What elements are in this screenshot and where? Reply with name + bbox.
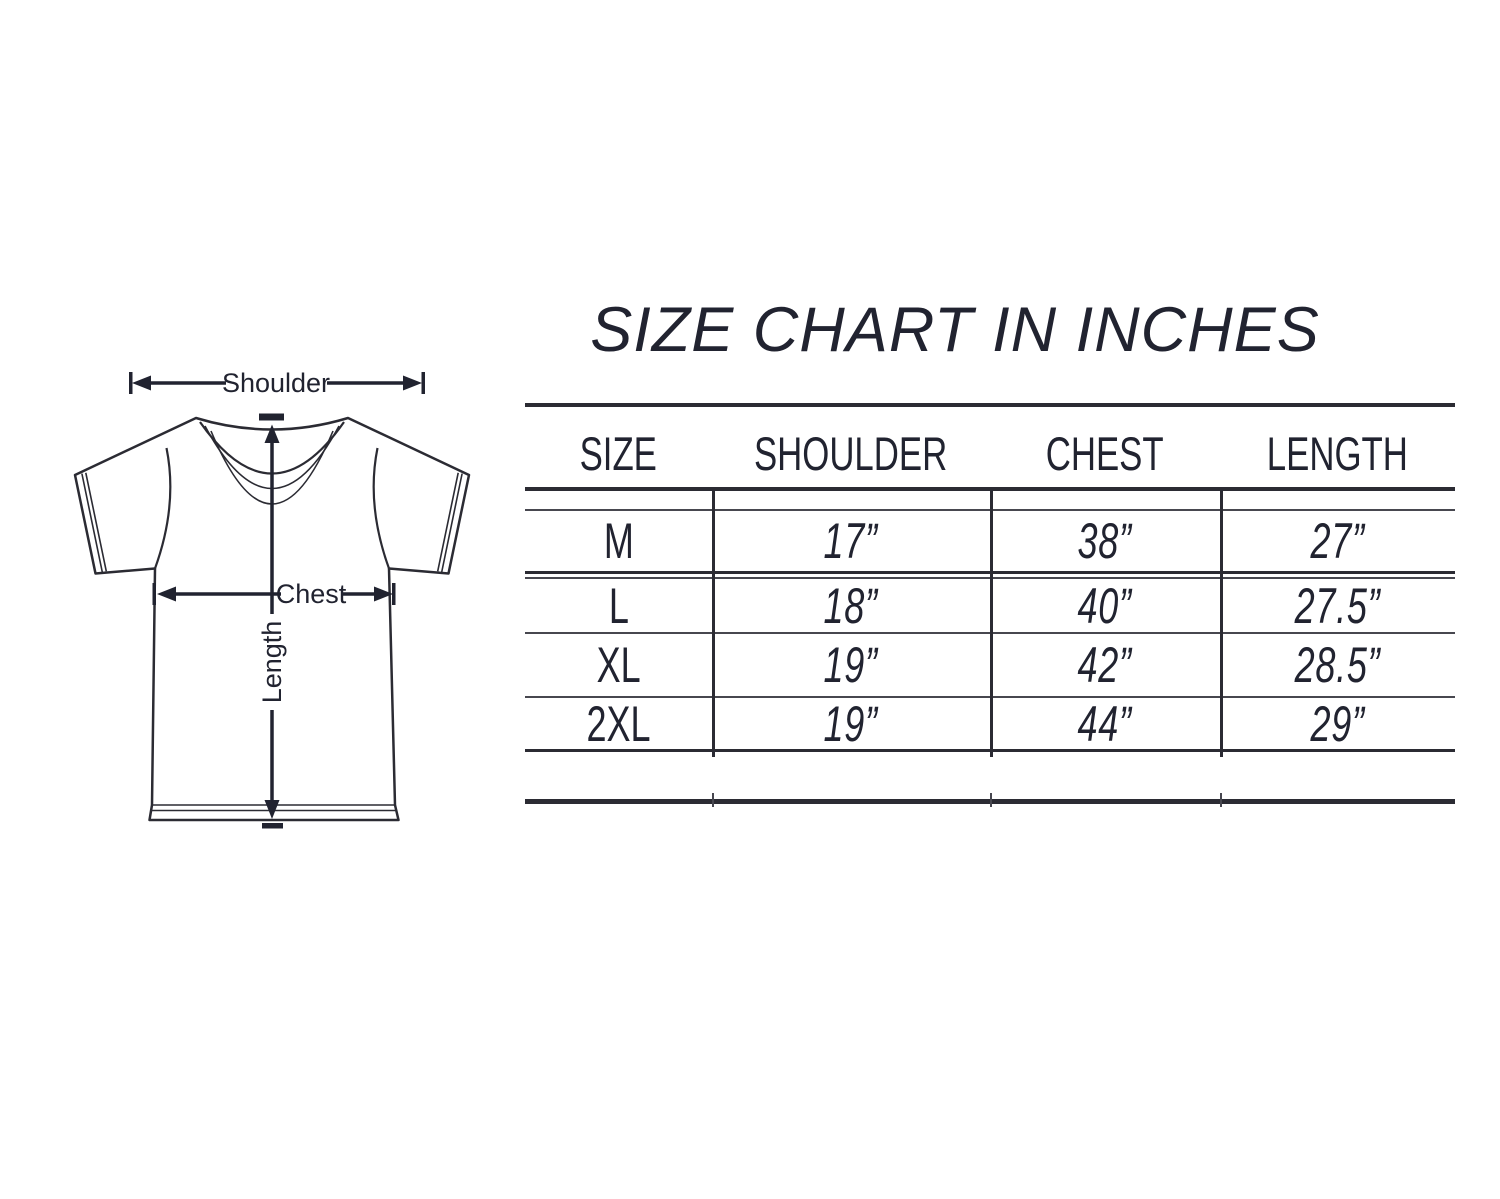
cell-chest: 38”: [1077, 513, 1133, 569]
page-title: SIZE CHART IN INCHES: [590, 295, 1320, 365]
length-end-mark: [262, 823, 283, 829]
collar-mark: [259, 414, 284, 421]
cell-shoulder: 17”: [823, 513, 879, 569]
tshirt-measurement-diagram: [50, 355, 495, 850]
table-top-rule: [525, 403, 1455, 407]
cell-shoulder: 19”: [823, 695, 879, 752]
shoulder-label: Shoulder: [221, 368, 331, 398]
cell-chest: 44”: [1077, 695, 1133, 752]
size-table: [525, 403, 1455, 843]
cell-length: 29”: [1310, 695, 1365, 752]
length-label: Length: [257, 620, 287, 704]
table-row-m: [525, 511, 1455, 571]
bottom-rule-tick-1: [712, 793, 714, 807]
bottom-rule-tick-3: [1220, 793, 1222, 807]
bottom-rule-tick-2: [990, 793, 992, 807]
cell-size: M: [603, 513, 634, 569]
cell-size: XL: [596, 637, 641, 693]
cell-length: 27”: [1310, 513, 1365, 569]
header-shoulder: SHOULDER: [754, 426, 948, 480]
cell-chest: 40”: [1077, 577, 1133, 634]
cell-length: 28.5”: [1294, 637, 1381, 693]
header-chest: CHEST: [1046, 426, 1164, 480]
chest-label: Chest: [275, 579, 347, 609]
table-row-l: [525, 579, 1455, 632]
cell-chest: 42”: [1077, 637, 1133, 693]
cell-shoulder: 18”: [823, 577, 879, 634]
cell-length: 27.5”: [1294, 577, 1381, 634]
table-row-2xl: [525, 695, 1455, 752]
table-header-row: [525, 423, 1455, 483]
cell-shoulder: 19”: [823, 637, 879, 693]
cell-size: 2XL: [586, 695, 651, 752]
table-row-xl: [525, 634, 1455, 696]
shoulder-measure-arrow: [129, 368, 425, 398]
header-size: SIZE: [579, 426, 658, 480]
cell-size: L: [608, 577, 629, 634]
header-length: LENGTH: [1266, 426, 1409, 480]
